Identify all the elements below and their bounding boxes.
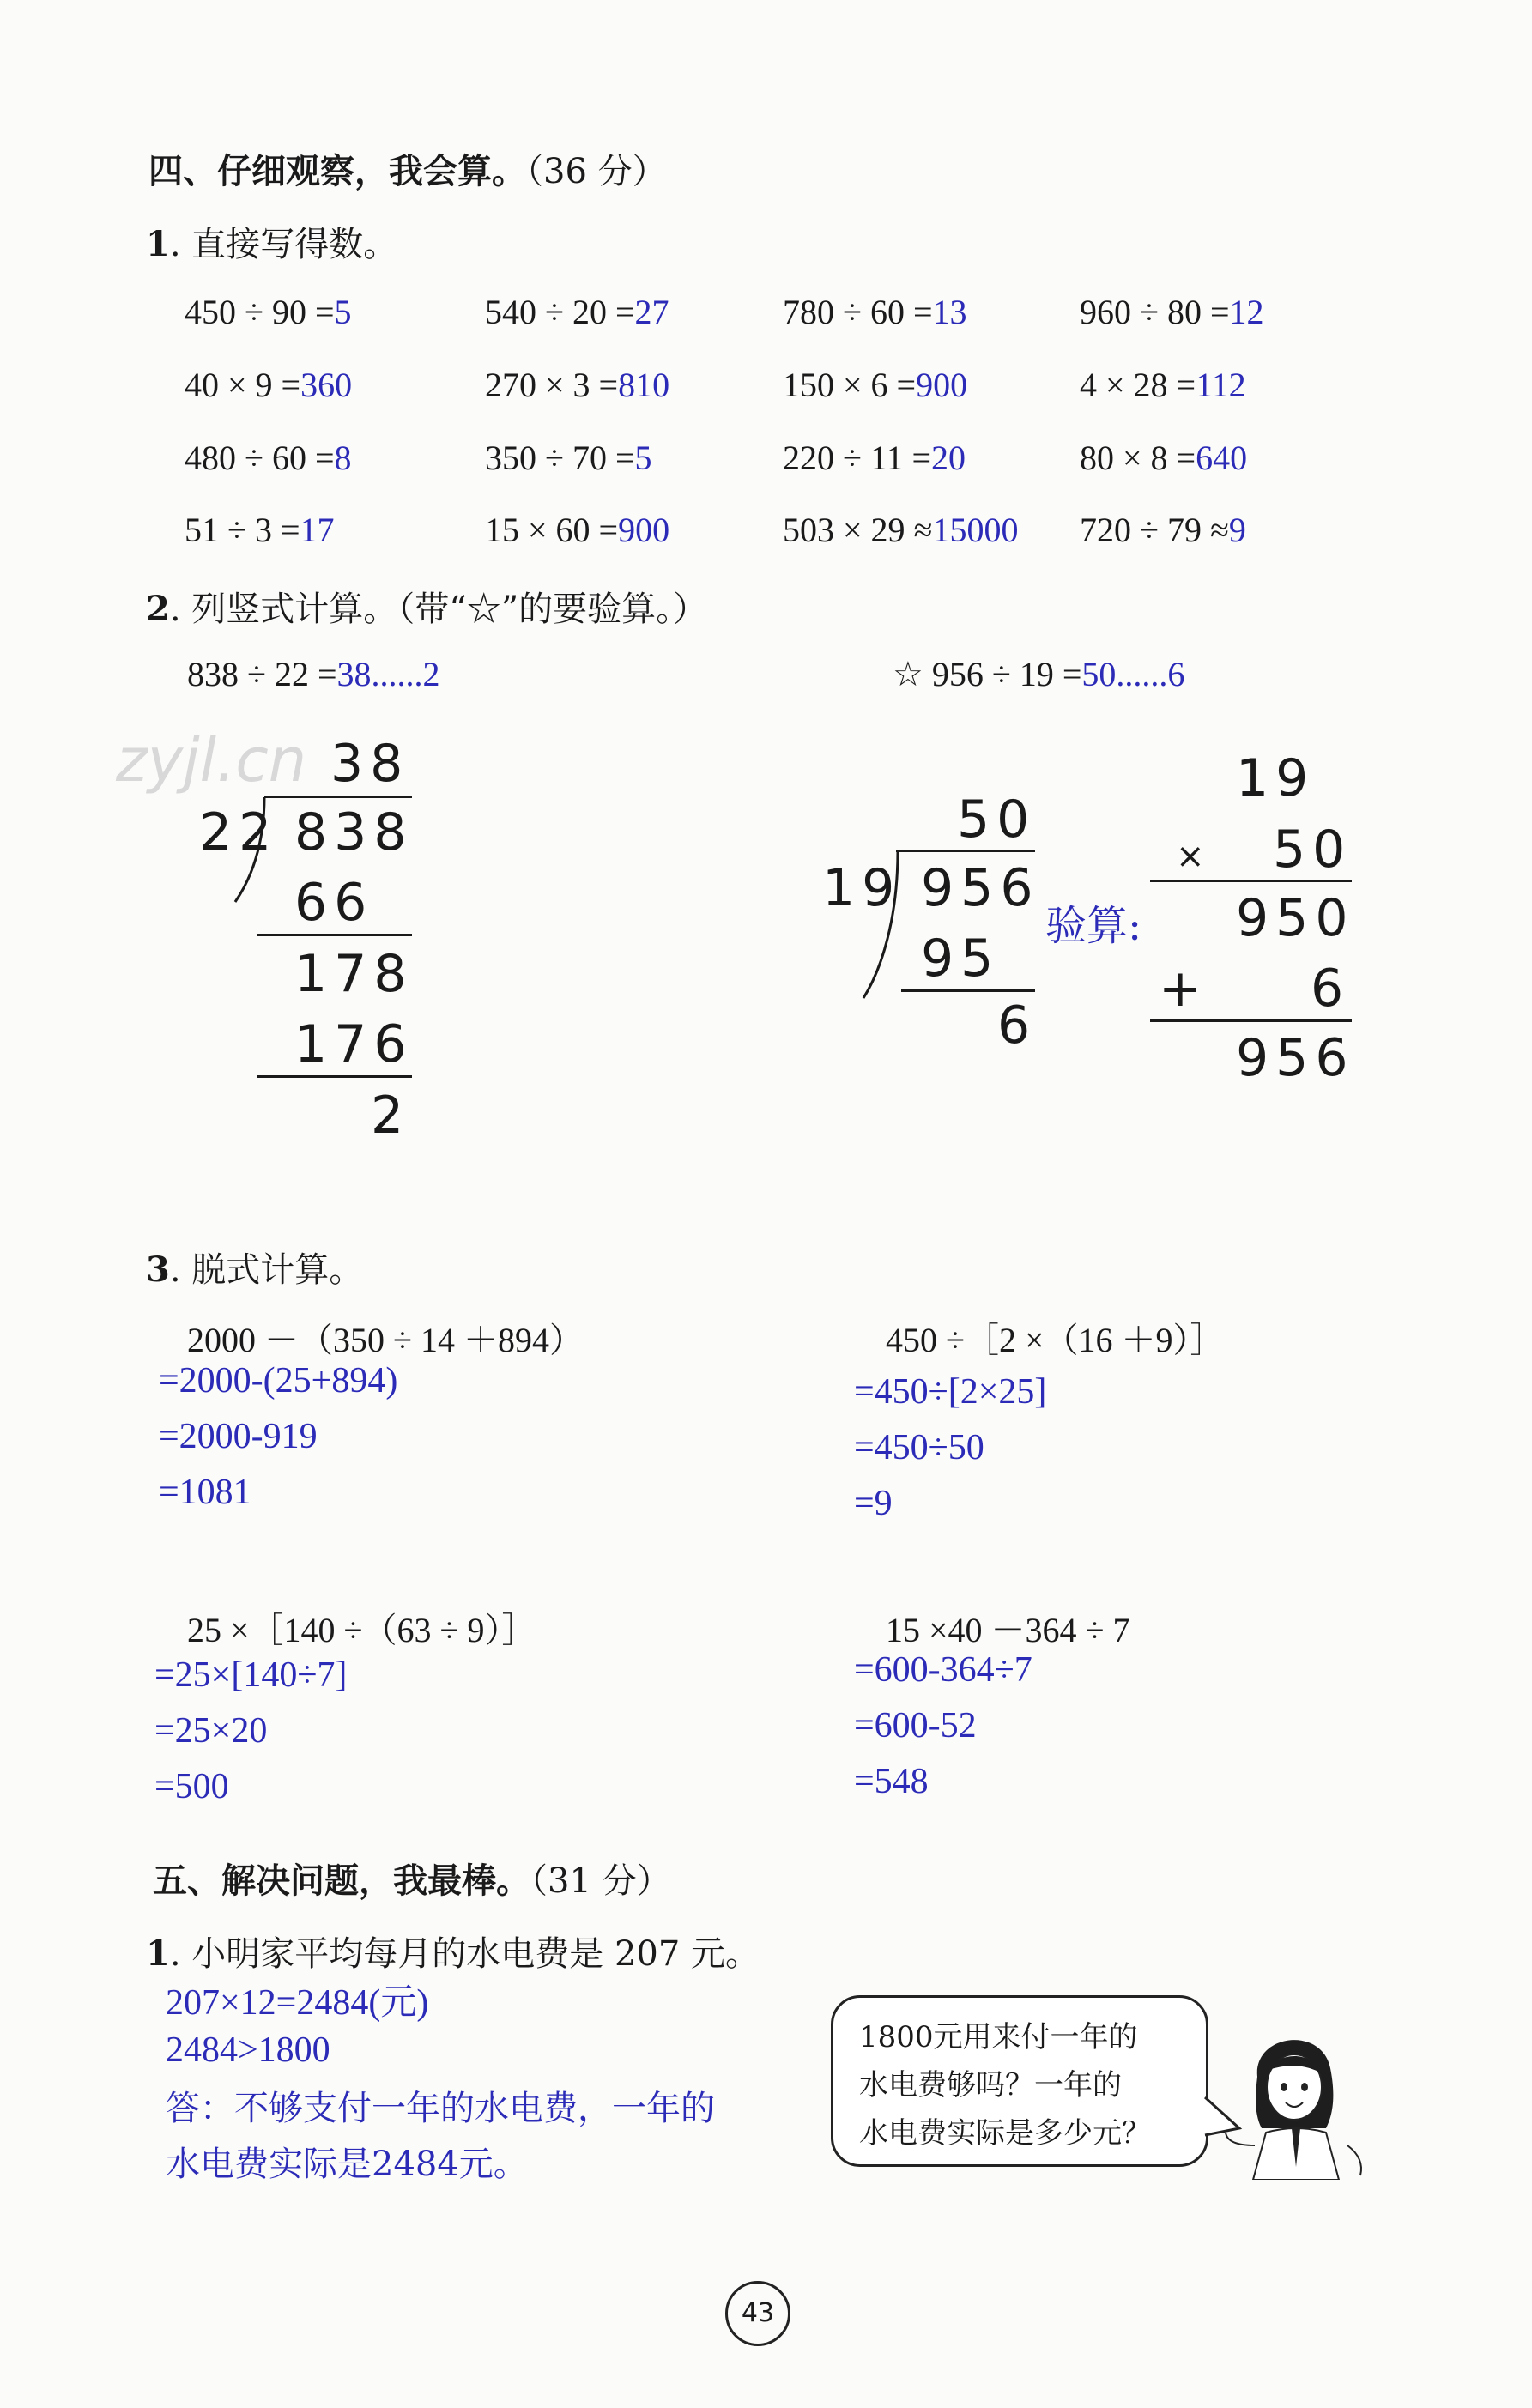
q1-answer: 15000 (932, 511, 1019, 549)
bubble-line-3: 水电费实际是多少元？ (859, 2116, 1151, 2151)
ld2-rule (901, 989, 1035, 992)
q1-answer: 900 (916, 366, 968, 404)
section-4-score: （36 分） (526, 152, 667, 191)
q1-expression: 350 ÷ 70 = (485, 439, 635, 477)
q1-answer: 640 (1196, 439, 1248, 477)
q3-expression: 450 ÷［2 ×（16 ＋9）］ (886, 1321, 1225, 1359)
q1-number: 1 (146, 224, 170, 264)
q1-expression: 220 ÷ 11 = (783, 439, 932, 477)
q1-expression: 540 ÷ 20 = (485, 293, 635, 331)
check-product: 950 (1236, 888, 1355, 948)
q2-left-expression: 838 ÷ 22 = (187, 655, 337, 693)
check-rule-2 (1150, 1019, 1352, 1022)
ld2-quotient: 50 (957, 790, 1037, 850)
girl-illustration-icon (1219, 2017, 1369, 2180)
p1-number: 1 (146, 1933, 170, 1974)
section-5-heading (153, 1854, 671, 1903)
q2-number: 2 (146, 589, 170, 629)
q1-answer: 13 (932, 293, 967, 331)
q2-right-answer: 50......6 (1081, 655, 1185, 693)
q3-step: =450÷[2×25] (854, 1372, 1047, 1412)
check-multiplier: 50 (1273, 820, 1353, 880)
q1-answer: 8 (334, 439, 352, 477)
q1-item (1080, 292, 1264, 332)
q3-step: =2000-(25+894) (159, 1361, 398, 1401)
q1-item (485, 438, 652, 478)
q1-title: . 直接写得数。 (169, 225, 398, 264)
q1-item (185, 510, 335, 550)
ld1-remainder-1: 178 (294, 944, 414, 1004)
q1-answer: 900 (618, 511, 670, 549)
q1-expression: 150 × 6 = (783, 366, 917, 404)
ld1-dividend: 838 (294, 802, 414, 862)
section-5-title: 五、解决问题，我最棒。 (153, 1860, 530, 1901)
q1-expression: 40 × 9 = (185, 366, 301, 404)
q3-step: =500 (154, 1767, 229, 1806)
q3-step: =600-364÷7 (854, 1650, 1032, 1690)
q1-expression: 503 × 29 ≈ (783, 511, 933, 549)
q1-item (783, 292, 967, 332)
check-label: 验算: (1045, 902, 1142, 950)
q2-heading (146, 582, 707, 631)
q3-step: =9 (854, 1484, 893, 1523)
q1-item (1080, 438, 1247, 478)
q1-answer: 20 (931, 439, 966, 477)
q3-step: =25×[140÷7] (154, 1655, 348, 1695)
q1-expression: 780 ÷ 60 = (783, 293, 933, 331)
page-number: 43 (725, 2281, 790, 2346)
ld1-bracket (230, 794, 282, 905)
check-multiplicand: 19 (1236, 748, 1316, 808)
p1-line-4: 水电费实际是2484元。 (166, 2145, 528, 2184)
q1-answer: 112 (1196, 366, 1246, 404)
q1-item (783, 365, 967, 405)
q1-item (485, 292, 669, 332)
q2-left-answer: 38......2 (336, 655, 440, 693)
bubble-line-2: 水电费够吗？一年的 (859, 2068, 1122, 2102)
q2-left-problem (187, 654, 440, 694)
p1-line-3: 答：不够支付一年的水电费，一年的 (166, 2089, 715, 2128)
q1-expression: 720 ÷ 79 ≈ (1080, 511, 1229, 549)
ld2-divisor: 19 (822, 858, 902, 918)
ld1-quotient: 38 (330, 734, 410, 794)
q3-step: =600-52 (854, 1706, 977, 1745)
q1-item (185, 292, 352, 332)
check-rule-1 (1150, 880, 1352, 882)
q2-title: . 列竖式计算。（带“☆”的要验算。） (169, 590, 708, 629)
q1-expression: 960 ÷ 80 = (1080, 293, 1230, 331)
q1-expression: 4 × 28 = (1080, 366, 1196, 404)
q1-answer: 5 (634, 439, 652, 477)
check-plus-sign: + (1159, 959, 1209, 1019)
q3-heading (146, 1243, 363, 1292)
q1-expression: 450 ÷ 90 = (185, 293, 335, 331)
q1-answer: 360 (300, 366, 353, 404)
q3-step: =450÷50 (854, 1428, 984, 1467)
speech-bubble (831, 1995, 1208, 2167)
q2-right-problem (893, 654, 1184, 694)
bubble-line-1: 1800元用来付一年的 (859, 2020, 1138, 2054)
q1-answer: 9 (1228, 511, 1246, 549)
q1-answer: 17 (300, 511, 335, 549)
q1-answer: 810 (618, 366, 670, 404)
p1-line-1: 207×12=2484(元) (166, 1983, 429, 2023)
q1-expression: 270 × 3 = (485, 366, 619, 404)
p1-title: . 小明家平均每月的水电费是 207 元。 (169, 1934, 760, 1974)
p1-heading (146, 1927, 760, 1975)
ld1-remainder: 2 (371, 1086, 411, 1146)
q3-title: . 脱式计算。 (169, 1250, 364, 1290)
q3-step: =2000-919 (159, 1417, 318, 1456)
q1-expression: 15 × 60 = (485, 511, 619, 549)
q1-expression: 80 × 8 = (1080, 439, 1196, 477)
q3-expression: 15 ×40 －364 ÷ 7 (886, 1611, 1130, 1649)
ld1-divisor: 22 (199, 802, 279, 862)
ld1-subtract-2: 176 (294, 1014, 414, 1074)
q1-expression: 51 ÷ 3 = (185, 511, 300, 549)
q3-step: =548 (854, 1762, 929, 1801)
ld1-top-rule (264, 796, 412, 798)
q1-item (185, 365, 352, 405)
q3-step: =25×20 (154, 1711, 268, 1751)
q1-answer: 5 (334, 293, 352, 331)
check-sum: 956 (1236, 1028, 1355, 1088)
check-times-sign: × (1176, 837, 1212, 876)
ld2-subtract-1: 95 (921, 929, 1001, 989)
q1-item (485, 365, 669, 405)
p1-line-2: 2484>1800 (166, 2030, 330, 2070)
ld2-dividend: 956 (921, 858, 1040, 918)
q2-right-expression: ☆ 956 ÷ 19 = (893, 655, 1082, 693)
q1-item (783, 510, 1019, 550)
ld1-subtract-1: 66 (294, 873, 374, 933)
q3-expression: 2000 －（350 ÷ 14 ＋894） (187, 1321, 584, 1359)
ld2-top-rule (896, 850, 1035, 852)
ld1-rule-1 (257, 934, 412, 936)
q1-heading (146, 217, 397, 266)
q1-answer: 12 (1229, 293, 1264, 331)
watermark: zyjl.cn (116, 725, 307, 796)
q1-item (485, 510, 669, 550)
section-4-title: 四、仔细观察，我会算。 (148, 151, 526, 191)
section-4-heading (148, 144, 667, 193)
check-addend: 6 (1311, 959, 1351, 1019)
q1-answer: 27 (634, 293, 669, 331)
ld2-bracket (858, 848, 910, 1002)
q3-number: 3 (146, 1249, 170, 1290)
section-5-score: （31 分） (530, 1861, 671, 1901)
q3-expression: 25 ×［140 ÷（63 ÷ 9）］ (187, 1611, 536, 1649)
q1-item (783, 438, 966, 478)
ld2-remainder: 6 (997, 995, 1038, 1056)
q1-item (185, 438, 352, 478)
q1-expression: 480 ÷ 60 = (185, 439, 335, 477)
ld1-rule-2 (257, 1075, 412, 1078)
q3-step: =1081 (159, 1473, 251, 1512)
q1-item (1080, 365, 1246, 405)
q1-item (1080, 510, 1246, 550)
